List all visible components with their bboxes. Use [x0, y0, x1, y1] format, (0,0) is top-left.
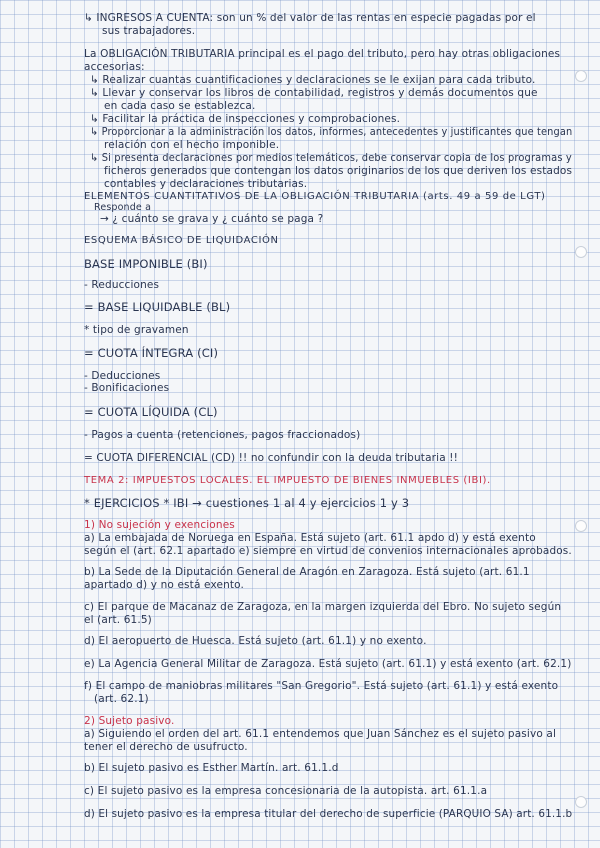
note-line: ↳ Realizar cuantas cuantificaciones y declaraciones se le exijan para cada tributo. — [90, 74, 536, 86]
binder-hole — [575, 70, 587, 82]
note-line: → ¿ cuánto se grava y ¿ cuánto se paga ? — [100, 213, 324, 225]
note-line: en cada caso se establezca. — [104, 100, 256, 112]
answer-line: tener el derecho de usufructo. — [84, 741, 248, 753]
answer-line: b) La Sede de la Diputación General de Aragón en Zaragoza. Está sujeto (art. 61.1 — [84, 566, 530, 578]
note-line: accesorias: — [84, 61, 145, 73]
subsection-heading: 2) Sujeto pasivo. — [84, 715, 175, 727]
scheme-line: = CUOTA LÍQUIDA (CL) — [84, 405, 218, 419]
section-heading: ELEMENTOS CUANTITATIVOS DE LA OBLIGACIÓN TRIBUTARIA (arts. 49 a 59 de LGT) — [84, 191, 546, 202]
topic-title: TEMA 2: IMPUESTOS LOCALES. EL IMPUESTO DE BIENES INMUEBLES (IBI). — [84, 475, 491, 486]
scheme-line: = CUOTA ÍNTEGRA (CI) — [84, 346, 219, 360]
answer-line: apartado d) y no está exento. — [84, 579, 245, 591]
note-line: ↳ Facilitar la práctica de inspecciones y comprobaciones. — [90, 113, 401, 125]
note-line: sus trabajadores. — [102, 25, 196, 37]
answer-line: f) El campo de maniobras militares "San Gregorio". Está sujeto (art. 61.1) y está exento — [84, 680, 559, 692]
note-line: relación con el hecho imponible. — [104, 139, 280, 151]
answer-line: e) La Agencia General Militar de Zaragoza. Está sujeto (art. 61.1) y está exento (art. 62.1) — [84, 658, 572, 670]
answer-line: (art. 62.1) — [94, 693, 149, 705]
scheme-line: - Reducciones — [84, 279, 160, 291]
answer-line: a) La embajada de Noruega en España. Está sujeto (art. 61.1 apdo d) y está exento — [84, 532, 536, 544]
scheme-line: = BASE LIQUIDABLE (BL) — [84, 300, 231, 314]
answer-line: a) Siguiendo el orden del art. 61.1 entendemos que Juan Sánchez es el sujeto pasivo al — [84, 728, 557, 740]
scheme-line: - Bonificaciones — [84, 382, 170, 394]
binder-hole — [575, 246, 587, 258]
answer-line: d) El sujeto pasivo es la empresa titular del derecho de superficie (PARQUIO SA) art. 61.1.b — [84, 808, 573, 820]
scheme-line: = CUOTA DIFERENCIAL (CD) !! no confundir con la deuda tributaria !! — [84, 452, 458, 464]
binder-hole — [575, 796, 587, 808]
scheme-line: BASE IMPONIBLE (BI) — [84, 257, 208, 271]
section-heading: ESQUEMA BÁSICO DE LIQUIDACIÓN — [84, 235, 279, 246]
scheme-line: - Pagos a cuenta (retenciones, pagos fraccionados) — [84, 429, 361, 441]
answer-line: el (art. 61.5) — [84, 614, 152, 626]
answer-line: c) El parque de Macanaz de Zaragoza, en la margen izquierda del Ebro. No sujeto según — [84, 601, 562, 613]
answer-line: d) El aeropuerto de Huesca. Está sujeto (art. 61.1) y no exento. — [84, 635, 427, 647]
note-line: ↳ Si presenta declaraciones por medios telemáticos, debe conservar copia de los programas y — [90, 152, 572, 164]
subsection-heading: 1) No sujeción y exenciones — [84, 519, 235, 531]
note-line: ficheros generados que contengan los datos originarios de los que deriven los estados — [104, 165, 573, 177]
answer-line: c) El sujeto pasivo es la empresa concesionaria de la autopista. art. 61.1.a — [84, 785, 488, 797]
note-line: ↳ Proporcionar a la administración los datos, informes, antecedentes y justificantes que tengan — [90, 126, 573, 138]
note-line: ↳ Llevar y conservar los libros de contabilidad, registros y demás documentos que — [90, 87, 538, 99]
note-line: Responde a — [94, 202, 152, 213]
note-line: La OBLIGACIÓN TRIBUTARIA principal es el pago del tributo, pero hay otras obligaciones — [84, 48, 561, 60]
note-line: contables y declaraciones tributarias. — [104, 178, 308, 190]
scheme-line: * tipo de gravamen — [84, 324, 189, 336]
answer-line: b) El sujeto pasivo es Esther Martín. art. 61.1.d — [84, 762, 339, 774]
binder-hole — [575, 520, 587, 532]
note-line: ↳ INGRESOS A CUENTA: son un % del valor de las rentas en especie pagadas por el — [84, 12, 536, 24]
exercise-heading: * EJERCICIOS * IBI → cuestiones 1 al 4 y ejercicios 1 y 3 — [84, 496, 410, 510]
answer-line: según el (art. 62.1 apartado e) siempre en virtud de convenios internacionales aprobados. — [84, 545, 572, 557]
scheme-line: - Deducciones — [84, 370, 161, 382]
